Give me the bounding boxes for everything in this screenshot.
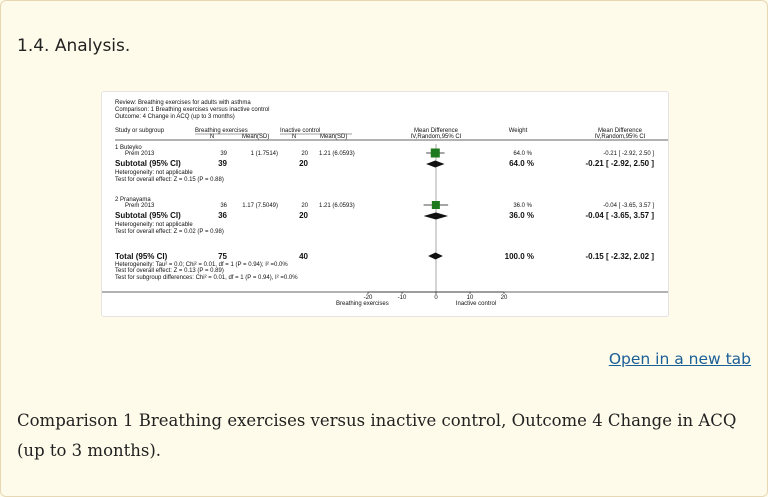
open-in-new-tab-link[interactable]: Open in a new tab: [608, 350, 751, 368]
forest-plot-svg: [102, 92, 668, 316]
subgroup1-label: 1 Buteyko: [115, 145, 142, 151]
subtotal2-ci: -0.04 [ -3.65, 3.57 ]: [585, 211, 654, 220]
subtotal2-label: Subtotal (95% CI): [115, 211, 181, 220]
section-title: 1.4. Analysis.: [17, 36, 131, 56]
study1-n1: 39: [220, 151, 227, 157]
forest-plot-figure: [101, 91, 669, 317]
x-tick-label: -20: [363, 295, 373, 301]
x-axis: [364, 292, 508, 301]
figure-caption: Comparison 1 Breathing exercises versus inactive control, Outcome 4 Change in ACQ (up to 3 months).: [17, 411, 737, 460]
study1-mean1: 1 (1.7514): [250, 151, 278, 157]
subgroup-differences: Test for subgroup differences: Chi² = 0.01, df = 1 (P = 0.94), I² =0.0%: [115, 275, 298, 281]
total-weight: 100.0 %: [504, 252, 534, 261]
col-group1: Breathing exercises: [195, 128, 248, 134]
subtotal1-ci: -0.21 [ -2.92, 2.50 ]: [585, 159, 654, 168]
col-md: Mean Difference: [414, 128, 458, 134]
study-effect-square: [431, 149, 440, 158]
x-tick-label: 20: [500, 295, 508, 301]
total-n2: 40: [299, 252, 308, 261]
study2-weight: 36.0 %: [513, 203, 532, 209]
subgroup2-heterogeneity: Heterogeneity: not applicable: [115, 222, 193, 228]
col-md-sub: IV,Random,95% CI: [410, 134, 462, 140]
subtotal-diamond: [424, 213, 449, 220]
study1-ci: -0.21 [ -2.92, 2.50 ]: [603, 151, 654, 157]
study1-n2: 20: [301, 151, 308, 157]
col-md2-sub: IV,Random,95% CI: [594, 134, 646, 140]
col-n2: N: [291, 134, 297, 140]
subtotal1-label: Subtotal (95% CI): [115, 159, 181, 168]
study1-mean2: 1.21 (6.0593): [319, 151, 355, 157]
x-tick-label: 10: [466, 295, 474, 301]
study2-mean2: 1.21 (6.0593): [319, 203, 355, 209]
study2-n2: 20: [301, 203, 308, 209]
col-mean1: Mean(SD): [242, 134, 270, 140]
col-n1: N: [209, 134, 215, 140]
subtotal1-n2: 20: [299, 159, 308, 168]
study2-mean1: 1.17 (7.5049): [242, 203, 278, 209]
total-heterogeneity: Heterogeneity: Tau² = 0.0; Chi² = 0.01, df = 1 (P = 0.94); I² =0.0%: [115, 262, 288, 268]
subtotal2-n2: 20: [299, 211, 308, 220]
axis-right-label: Inactive control: [455, 301, 497, 307]
total-n1: 75: [218, 252, 227, 261]
subtotal1-n1: 39: [218, 159, 227, 168]
total-label: Total (95% CI): [115, 252, 168, 261]
outcome-line: Outcome: 4 Change in ACQ (up to 3 months): [115, 114, 235, 120]
comparison-line: Comparison: 1 Breathing exercises versus inactive control: [115, 107, 270, 113]
subtotal1-weight: 64.0 %: [509, 159, 534, 168]
study2-name: Prem 2013: [125, 203, 155, 209]
total-diamond: [428, 253, 443, 260]
col-study: Study or subgroup: [115, 128, 165, 134]
subtotal-diamond: [426, 161, 444, 168]
study2-ci: -0.04 [ -3.65, 3.57 ]: [603, 203, 654, 209]
total-ci: -0.15 [ -2.32, 2.02 ]: [585, 252, 654, 261]
x-tick-label: -10: [397, 295, 407, 301]
total-overall-effect: Test for overall effect: Z = 0.13 (P = 0.89): [115, 268, 224, 274]
x-tick-label: 0: [434, 295, 438, 301]
study1-name: Prem 2013: [125, 151, 155, 157]
study-effect-square: [432, 201, 440, 209]
col-group2: Inactive control: [280, 128, 321, 134]
study2-n1: 36: [220, 203, 227, 209]
col-mean2: Mean(SD): [320, 134, 348, 140]
axis-left-label: Breathing exercises: [336, 301, 389, 307]
subtotal2-n1: 36: [218, 211, 227, 220]
subgroup1-heterogeneity: Heterogeneity: not applicable: [115, 170, 193, 176]
subtotal2-weight: 36.0 %: [509, 211, 534, 220]
study1-weight: 64.0 %: [513, 151, 532, 157]
subgroup1-overall-effect: Test for overall effect: Z = 0.15 (P = 0.88): [115, 177, 224, 183]
col-weight: Weight: [508, 128, 528, 134]
col-md2: Mean Difference: [598, 128, 642, 134]
subgroup2-overall-effect: Test for overall effect: Z = 0.02 (P = 0.98): [115, 229, 224, 235]
review-line: Review: Breathing exercises for adults with asthma: [115, 100, 251, 106]
subgroup2-label: 2 Pranayama: [115, 197, 151, 203]
